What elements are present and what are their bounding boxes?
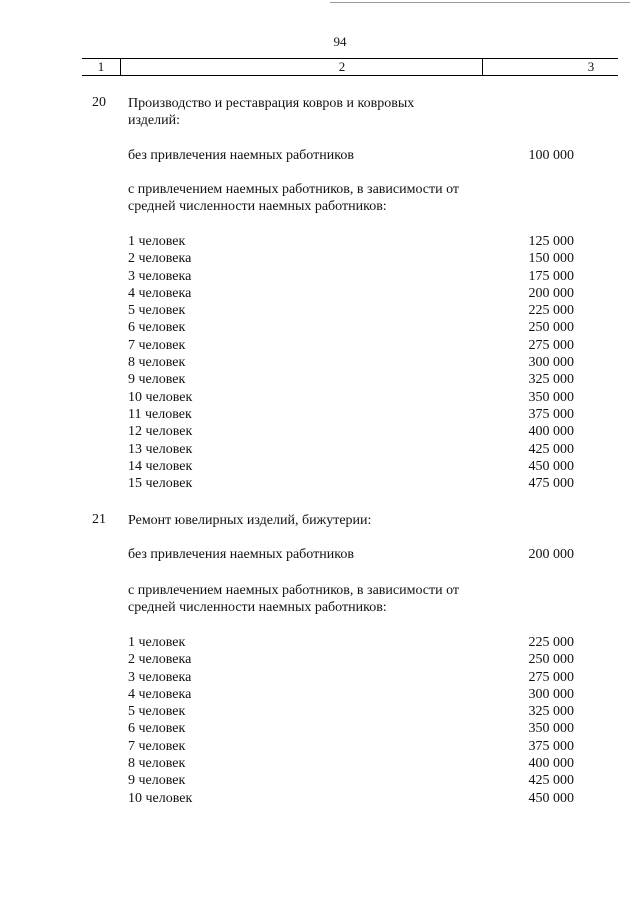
row-value: 375 000 bbox=[528, 738, 574, 754]
row-value: 150 000 bbox=[528, 251, 574, 267]
column-header bbox=[82, 58, 618, 76]
header-col-3: 3 bbox=[587, 59, 595, 74]
row-value: 425 000 bbox=[528, 773, 574, 789]
row-label: 5 человек bbox=[128, 303, 186, 319]
top-rule bbox=[330, 2, 630, 3]
row-value: 350 000 bbox=[528, 721, 574, 737]
header-col-1: 1 bbox=[97, 59, 105, 74]
row-label: 5 человек bbox=[128, 704, 186, 720]
row-label: 7 человек bbox=[128, 337, 186, 353]
row-label: 4 человека bbox=[128, 285, 192, 301]
row-value: 450 000 bbox=[528, 790, 574, 806]
table-row bbox=[128, 337, 574, 354]
row-label: 8 человек bbox=[128, 756, 186, 772]
table-row bbox=[128, 634, 574, 651]
table-row bbox=[128, 354, 574, 371]
row-value: 450 000 bbox=[528, 458, 574, 474]
row-value: 375 000 bbox=[528, 406, 574, 422]
table-row bbox=[128, 669, 574, 686]
row-label: 2 человека bbox=[128, 652, 192, 668]
table-row bbox=[128, 389, 574, 406]
row-label: 1 человек bbox=[128, 635, 186, 650]
table-row bbox=[128, 285, 574, 302]
row-label: 11 человек bbox=[128, 406, 192, 422]
row-label: 13 человек bbox=[128, 441, 193, 457]
table-row bbox=[128, 371, 574, 388]
header-divider bbox=[120, 59, 121, 75]
rows-list bbox=[128, 634, 574, 807]
with-hired-label: с привлечением наемных работников, в зависимости от средней численности наемных работников: bbox=[128, 182, 460, 214]
table-row bbox=[128, 686, 574, 703]
header-divider bbox=[482, 59, 483, 75]
table-row bbox=[128, 319, 574, 336]
table-row bbox=[128, 268, 574, 285]
no-hired-label: без привлечения наемных работников bbox=[128, 547, 354, 562]
section-number: 21 bbox=[92, 512, 106, 527]
no-hired-line bbox=[128, 147, 574, 164]
no-hired-value: 100 000 bbox=[528, 148, 574, 163]
table-row bbox=[128, 458, 574, 475]
row-value: 275 000 bbox=[528, 337, 574, 353]
row-label: 3 человека bbox=[128, 669, 192, 685]
section-title: Ремонт ювелирных изделий, бижутерии: bbox=[128, 513, 372, 528]
row-label: 10 человек bbox=[128, 389, 193, 405]
header-col-2: 2 bbox=[338, 59, 346, 74]
table-row bbox=[128, 703, 574, 720]
row-value: 400 000 bbox=[528, 756, 574, 772]
no-hired-label: без привлечения наемных работников bbox=[128, 148, 354, 163]
row-value: 475 000 bbox=[528, 476, 574, 492]
table-row bbox=[128, 720, 574, 737]
row-label: 4 человека bbox=[128, 686, 192, 702]
row-value: 325 000 bbox=[528, 372, 574, 388]
row-value: 225 000 bbox=[528, 303, 574, 319]
row-value: 125 000 bbox=[528, 234, 574, 249]
table-row bbox=[128, 790, 574, 807]
with-hired-label: с привлечением наемных работников, в зависимости от средней численности наемных работников: bbox=[128, 583, 460, 615]
row-value: 325 000 bbox=[528, 704, 574, 720]
row-label: 7 человек bbox=[128, 738, 186, 754]
table-row bbox=[128, 651, 574, 668]
row-label: 6 человек bbox=[128, 320, 186, 336]
row-value: 300 000 bbox=[528, 355, 574, 371]
table-row bbox=[128, 250, 574, 267]
row-label: 8 человек bbox=[128, 355, 186, 371]
table-row bbox=[128, 406, 574, 423]
table-row bbox=[128, 302, 574, 319]
row-label: 15 человек bbox=[128, 476, 193, 492]
section-number: 20 bbox=[92, 95, 106, 110]
row-label: 9 человек bbox=[128, 773, 186, 789]
table-row bbox=[128, 475, 574, 492]
no-hired-value: 200 000 bbox=[528, 547, 574, 562]
table-row bbox=[128, 738, 574, 755]
row-label: 9 человек bbox=[128, 372, 186, 388]
section-title: Производство и реставрация ковров и ковровых изделий: bbox=[128, 96, 415, 128]
row-value: 350 000 bbox=[528, 389, 574, 405]
row-value: 250 000 bbox=[528, 320, 574, 336]
table-row bbox=[128, 441, 574, 458]
page-number: 94 bbox=[333, 34, 347, 49]
row-value: 175 000 bbox=[528, 268, 574, 284]
row-value: 250 000 bbox=[528, 652, 574, 668]
no-hired-line bbox=[128, 546, 574, 563]
row-value: 425 000 bbox=[528, 441, 574, 457]
row-label: 14 человек bbox=[128, 458, 193, 474]
table-row bbox=[128, 772, 574, 789]
rows-list bbox=[128, 233, 574, 492]
table-row bbox=[128, 233, 574, 250]
row-label: 6 человек bbox=[128, 721, 186, 737]
row-value: 300 000 bbox=[528, 686, 574, 702]
table-row bbox=[128, 755, 574, 772]
row-value: 225 000 bbox=[528, 635, 574, 650]
row-label: 2 человека bbox=[128, 251, 192, 267]
row-value: 400 000 bbox=[528, 424, 574, 440]
row-label: 3 человека bbox=[128, 268, 192, 284]
row-label: 12 человек bbox=[128, 424, 193, 440]
row-value: 200 000 bbox=[528, 285, 574, 301]
table-row bbox=[128, 423, 574, 440]
row-label: 1 человек bbox=[128, 234, 186, 249]
row-label: 10 человек bbox=[128, 790, 193, 806]
row-value: 275 000 bbox=[528, 669, 574, 685]
